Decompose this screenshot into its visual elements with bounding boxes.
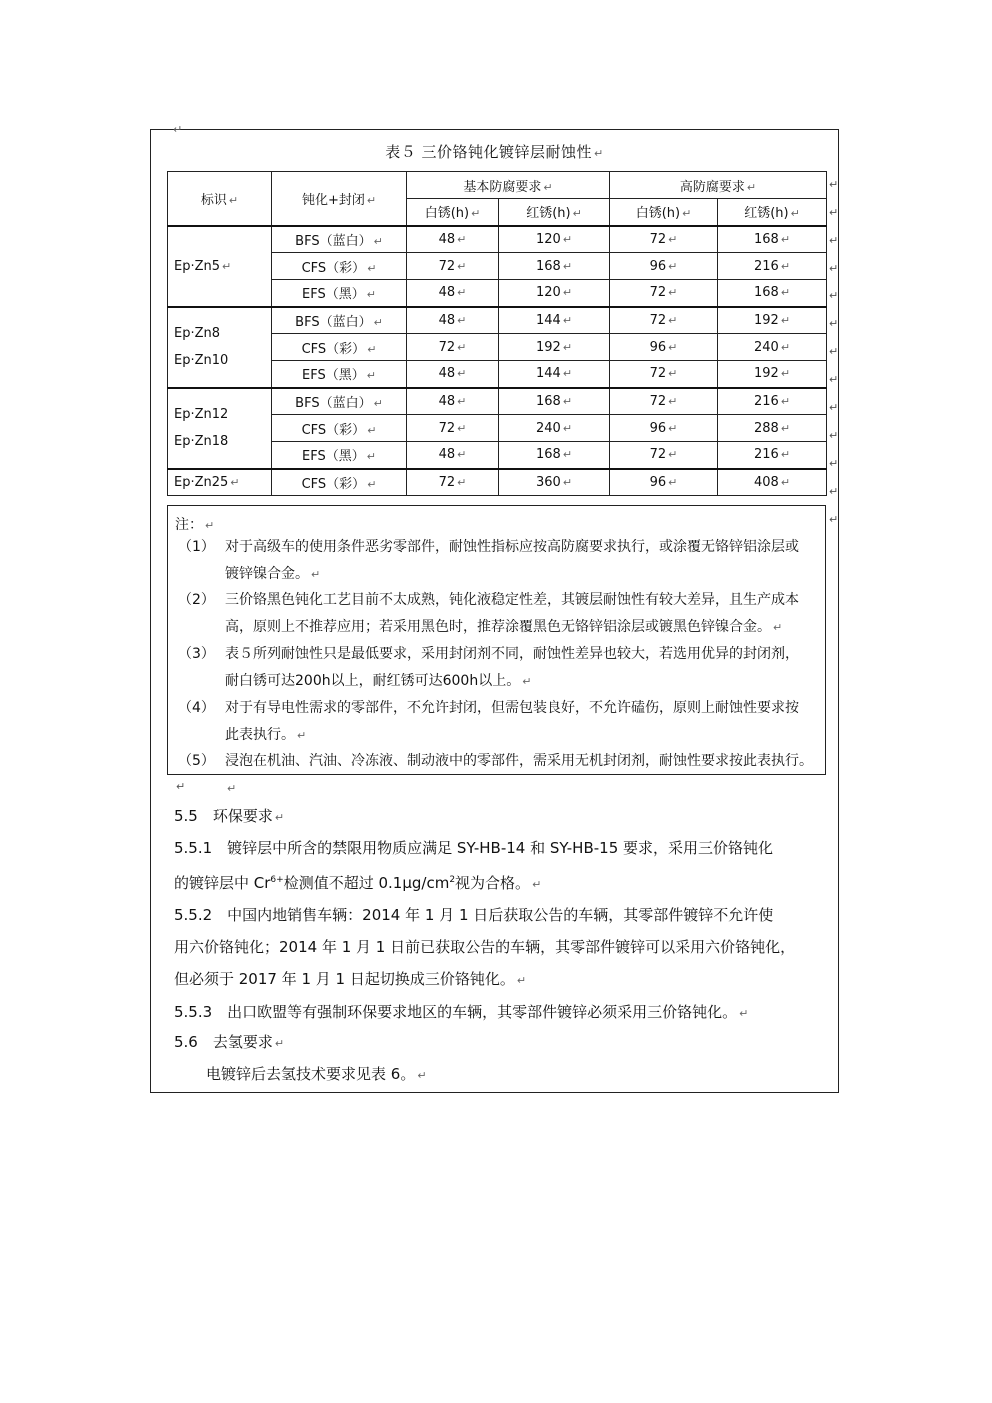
section-heading: 5.5 环保要求 ↵ [174,807,285,825]
basic-white-value: 48 ↵ [407,442,499,469]
basic-red-value: 144 ↵ [499,361,610,388]
basic-red-value: 120 ↵ [499,280,610,307]
table-row [168,469,827,496]
header-high-white: 白锈(h) ↵ [610,199,718,226]
header-high-red: 红锈(h) ↵ [718,199,827,226]
passivation-type: EFS（黑） ↵ [272,442,407,469]
section-heading: 5.6 去氢要求 ↵ [174,1033,285,1051]
basic-red-value: 168 ↵ [499,388,610,415]
header-basic-white: 白锈(h) ↵ [407,199,499,226]
high-red-value: 168 ↵ [718,226,827,253]
header-id: 标识 ↵ [168,172,272,226]
high-red-value: 408 ↵ [718,469,827,496]
passivation-type: EFS（黑） ↵ [272,280,407,307]
high-red-value: 240 ↵ [718,334,827,361]
passivation-type: EFS（黑） ↵ [272,361,407,388]
corrosion-resistance-table [167,171,827,496]
group-label: Ep·Zn25 ↵ [168,469,272,496]
paragraph-5-5-3: 5.5.3 出口欧盟等有强制环保要求地区的车辆，其零部件镀锌必须采用三价铬钝化。 ↵ [174,1003,749,1021]
high-red-value: 216 ↵ [718,442,827,469]
header-basic-red: 红锈(h) ↵ [499,199,610,226]
basic-white-value: 72 ↵ [407,253,499,280]
header-passivation: 钝化+封闭 ↵ [272,172,407,226]
basic-red-value: 168 ↵ [499,253,610,280]
high-white-value: 72 ↵ [610,226,718,253]
high-red-value: 192 ↵ [718,307,827,334]
basic-white-value: 72 ↵ [407,469,499,496]
high-red-value: 288 ↵ [718,415,827,442]
table-row [168,388,827,415]
basic-white-value: 48 ↵ [407,307,499,334]
high-white-value: 72 ↵ [610,442,718,469]
basic-red-value: 192 ↵ [499,334,610,361]
passivation-type: BFS（蓝白） ↵ [272,307,407,334]
basic-red-value: 360 ↵ [499,469,610,496]
group-label: Ep·Zn12 Ep·Zn18 [168,388,272,469]
paragraph-5-6: 电镀锌后去氢技术要求见表 6。 ↵ [206,1065,427,1083]
passivation-type: CFS（彩） ↵ [272,415,407,442]
paragraph-5-5-2-cont: 但必须于 2017 年 1 月 1 日起切换成三价铬钝化。 ↵ [174,970,527,988]
passivation-type: BFS（蓝白） ↵ [272,388,407,415]
group-label: Ep·Zn5 ↵ [168,226,272,307]
high-white-value: 72 ↵ [610,307,718,334]
high-red-value: 168 ↵ [718,280,827,307]
basic-white-value: 48 ↵ [407,226,499,253]
high-red-value: 216 ↵ [718,388,827,415]
basic-red-value: 168 ↵ [499,442,610,469]
table-caption: 表５ 三价铬钝化镀锌层耐蚀性 ↵ [385,143,604,161]
passivation-type: BFS（蓝白） ↵ [272,226,407,253]
high-white-value: 72 ↵ [610,361,718,388]
high-white-value: 96 ↵ [610,253,718,280]
paragraph-5-5-2-cont: 用六价铬钝化；2014 年 1 月 1 日前已获取公告的车辆，其零部件镀锌可以采用六价铬钝化， [174,938,796,956]
paragraph-5-5-2: 5.5.2 中国内地销售车辆：2014 年 1 月 1 日后获取公告的车辆，其零部件镀锌不允许使 [174,906,774,924]
basic-white-value: 72 ↵ [407,334,499,361]
table-row [168,307,827,334]
basic-white-value: 48 ↵ [407,280,499,307]
paragraph-5-5-1-cont: 的镀锌层中 $Cr^{6+}$检测值不超过 $0.1\mu g/cm^2$视为合格。 ↵ [174,874,542,892]
high-red-value: 216 ↵ [718,253,827,280]
high-white-value: 72 ↵ [610,280,718,307]
paragraph-5-5-1: 5.5.1 镀锌层中所含的禁限用物质应满足 SY-HB-14 和 SY-HB-15 要求，采用三价铬钝化 [174,839,774,857]
table-row [168,226,827,253]
header-basic-group: 基本防腐要求 ↵ [407,172,610,199]
high-white-value: 96 ↵ [610,415,718,442]
group-label: Ep·Zn8 Ep·Zn10 [168,307,272,388]
paragraph-mark: ↵ [176,780,186,793]
basic-white-value: 72 ↵ [407,415,499,442]
high-white-value: 96 ↵ [610,334,718,361]
basic-red-value: 144 ↵ [499,307,610,334]
paragraph-mark: ↵ [173,123,183,136]
high-red-value: 192 ↵ [718,361,827,388]
notes-title: 注： ↵ [175,517,215,533]
basic-red-value: 120 ↵ [499,226,610,253]
basic-white-value: 48 ↵ [407,388,499,415]
high-white-value: 96 ↵ [610,469,718,496]
basic-red-value: 240 ↵ [499,415,610,442]
passivation-type: CFS（彩） ↵ [272,253,407,280]
passivation-type: CFS（彩） ↵ [272,469,407,496]
high-white-value: 72 ↵ [610,388,718,415]
passivation-type: CFS（彩） ↵ [272,334,407,361]
basic-white-value: 48 ↵ [407,361,499,388]
table-notes: 注： ↵ （1） 对于高级车的使用条件恶劣零部件，耐蚀性指标应按高防腐要求执行，或涂覆无铬锌铝涂层或 镀锌镍合金。 ↵ （2） 三价铬黑色钝化工艺目前不太成熟，钝化液稳定性差，其镀层耐蚀性有较大差异，且生产成本 高，原则上不推荐应用；若采用黑色时，推荐涂覆黑色无铬锌铝涂层或镀黑色锌镍合金。 ↵ （3） 表５所列耐蚀性只是最低要求，采用封闭剂不同，耐蚀性差异也较大，若选用优异的封闭剂， 耐白锈可达200h以上，耐红锈可达600h以上。 ↵ （4） 对于有导电性需求的零部件，不允许封闭，但需包装良好，不允许磕伤，原则上耐蚀性要求按 此表执行。 ↵ （5） 浸泡在机油、汽油、冷冻液、制动液中的零部件，需采用无机封闭剂，耐蚀性要求按此表执行。↵ [167,505,826,775]
header-high-group: 高防腐要求 ↵ [610,172,827,199]
